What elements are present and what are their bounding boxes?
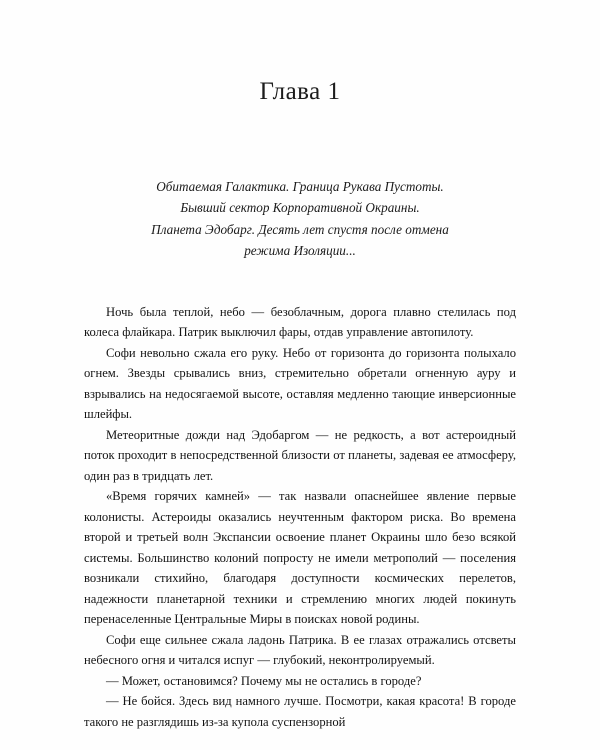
- paragraph: Софи еще сильнее сжала ладонь Патрика. В ее глазах отражались отсветы небесного огня и читался испуг — глубокий, неконтролируемый.: [84, 632, 516, 668]
- epigraph-line-3: Планета Эдобарг. Десять лет спустя после отмена: [151, 221, 449, 237]
- epigraph-line-4: режима Изоляции...: [244, 243, 356, 259]
- epigraph-line-1: Обитаемая Галактика. Граница Рукава Пустоты.: [156, 179, 444, 194]
- epigraph: [84, 176, 516, 262]
- paragraph: Метеоритные дожди над Эдобаргом — не редкость, а вот астероидный поток проходит в непосредственной близости от планеты, задевая ее атмосферу, один раз в тридцать лет.: [84, 427, 516, 483]
- paragraph: — Может, остановимся? Почему мы не остались в городе?: [106, 673, 422, 688]
- epigraph-line-2: Бывший сектор Корпоративной Окраины.: [180, 200, 420, 216]
- paragraph: «Время горячих камней» — так назвали опаснейшее явление первые колонисты. Астероиды оказались неучтенным фактором риска. Во времена второй и третьей волн Экспансии освоение планет Окраины шло безо всякой системы. Большинство колоний попросту не имели метрополий — поселения возникали стихийно, благодаря доступности космических перелетов, надежности планетарной техники и стремлению многих людей покинуть перенаселенные Центральные Миры в поисках новой родины.: [84, 489, 516, 627]
- body-text: [84, 302, 516, 733]
- paragraph: — Не бойся. Здесь вид намного лучше. Посмотри, какая красота! В городе такого не разглядишь из-за купола суспензорной: [84, 694, 516, 729]
- paragraph: Софи невольно сжала его руку. Небо от горизонта до горизонта полыхало огнем. Звезды срывались вниз, стремительно обретали огненную ауру и взрывались на недосягаемой высоте, оставляя медленно тающие инверсионные шлейфы.: [84, 345, 516, 422]
- chapter-title: Глава 1: [259, 78, 341, 105]
- paragraph: Ночь была теплой, небо — безоблачным, дорога плавно стелилась под колеса флайкара. Патрик выключил фары, отдав управление автопилоту.: [84, 304, 516, 340]
